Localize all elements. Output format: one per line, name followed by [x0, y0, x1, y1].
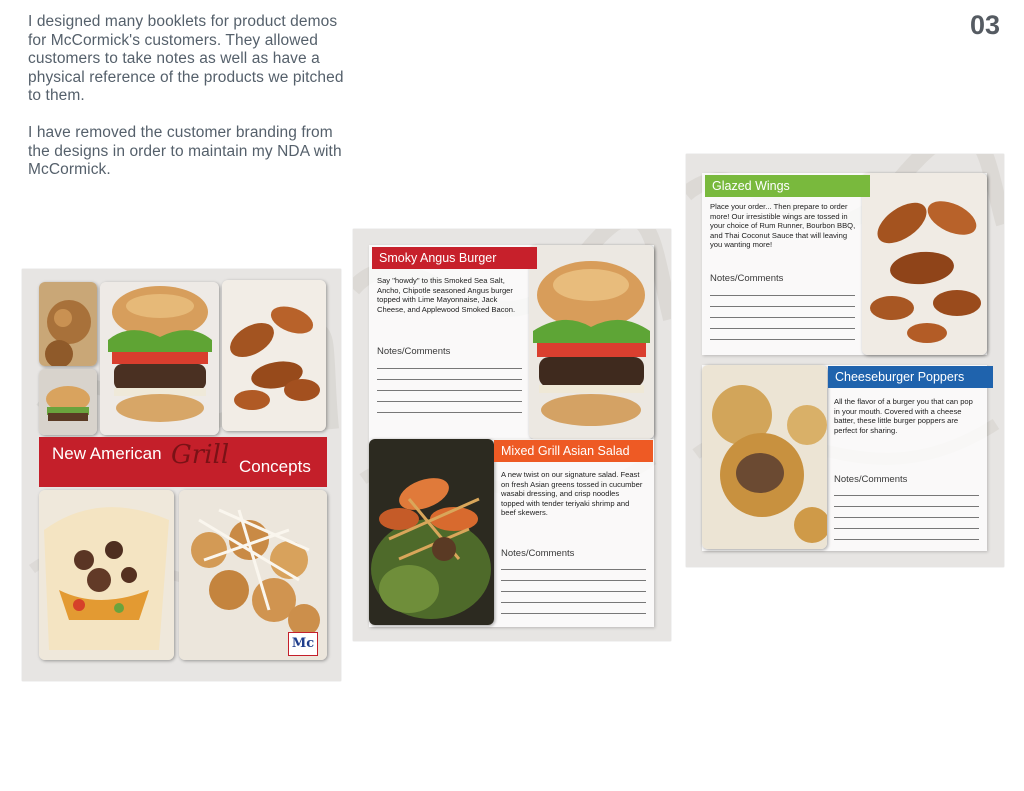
photo-fried-popper — [39, 282, 97, 366]
item-title-smoky-angus-burger: Smoky Angus Burger — [372, 247, 537, 269]
photo-wrap — [39, 490, 174, 660]
cover-title-part1: New American — [52, 444, 162, 463]
notes-label: Notes/Comments — [377, 346, 451, 357]
notes-label: Notes/Comments — [710, 273, 784, 284]
item-title-cheeseburger-poppers: Cheeseburger Poppers — [828, 366, 993, 388]
notes-line — [501, 602, 646, 603]
notes-line — [377, 368, 522, 369]
notes-line — [834, 517, 979, 518]
photo-glazed-wings — [862, 173, 987, 355]
notes-line — [501, 580, 646, 581]
photo-mini-burger — [39, 369, 97, 435]
notes-line — [501, 569, 646, 570]
photo-burger — [100, 282, 219, 435]
notes-line — [377, 401, 522, 402]
cover-title-part3: Concepts — [239, 457, 311, 476]
cover-title-part2: Grill — [171, 440, 230, 470]
item-description-smoky-angus-burger: Say "howdy" to this Smoked Sea Salt, Ancho, Chipotle seasoned Angus burger topped with Lime Mayonnaise, Jack Cheese, and Applewood Smoked Bacon. — [377, 276, 516, 314]
photo-wings — [222, 280, 326, 431]
notes-line — [834, 528, 979, 529]
notes-line — [501, 613, 646, 614]
booklet-page-2 — [353, 229, 671, 641]
notes-line — [501, 591, 646, 592]
cover-title-banner — [39, 437, 327, 487]
notes-label: Notes/Comments — [501, 548, 575, 559]
notes-line — [710, 295, 855, 296]
notes-label: Notes/Comments — [834, 474, 908, 485]
booklet-page-3 — [686, 154, 1004, 567]
photo-cheeseburger-poppers — [702, 365, 827, 549]
intro-paragraph-2: I have removed the customer branding from the designs in order to maintain my NDA with McCormick. — [28, 123, 342, 179]
notes-line — [710, 328, 855, 329]
notes-line — [710, 317, 855, 318]
intro-paragraph-1: I designed many booklets for product demos for McCormick's customers. They allowed customers to take notes as well as have a physical reference of the products we pitched to them. — [28, 13, 344, 105]
notes-line — [834, 495, 979, 496]
notes-line — [377, 379, 522, 380]
notes-line — [377, 412, 522, 413]
notes-line — [710, 306, 855, 307]
page-number: 03 — [969, 10, 1000, 40]
mccormick-logo: Mc — [288, 632, 318, 656]
item-description-mixed-grill-asian-salad: A new twist on our signature salad. Feast on fresh Asian greens tossed in cucumber wasabi dressing, and crisp noodles topped with tender teriyaki shrimp and beef skewers. — [501, 470, 643, 518]
notes-line — [834, 506, 979, 507]
notes-line — [377, 390, 522, 391]
notes-line — [834, 539, 979, 540]
photo-mixed-grill-asian-salad — [369, 439, 494, 625]
item-description-cheeseburger-poppers: All the flavor of a burger you that can pop in your mouth. Covered with a cheese batter, these little burger poppers are perfect for sharing. — [834, 397, 973, 435]
item-title-mixed-grill-asian-salad: Mixed Grill Asian Salad — [494, 440, 653, 462]
item-description-glazed-wings: Place your order... Then prepare to order more! Our irresistible wings are tossed in your choice of Rum Runner, Bourbon BBQ, and Thai Coconut Sauce that will leaving you wanting more! — [710, 202, 856, 250]
intro-text — [28, 13, 358, 198]
photo-smoky-angus-burger — [529, 245, 654, 439]
item-title-glazed-wings: Glazed Wings — [705, 175, 870, 197]
cover-booklet — [22, 269, 341, 681]
notes-line — [710, 339, 855, 340]
